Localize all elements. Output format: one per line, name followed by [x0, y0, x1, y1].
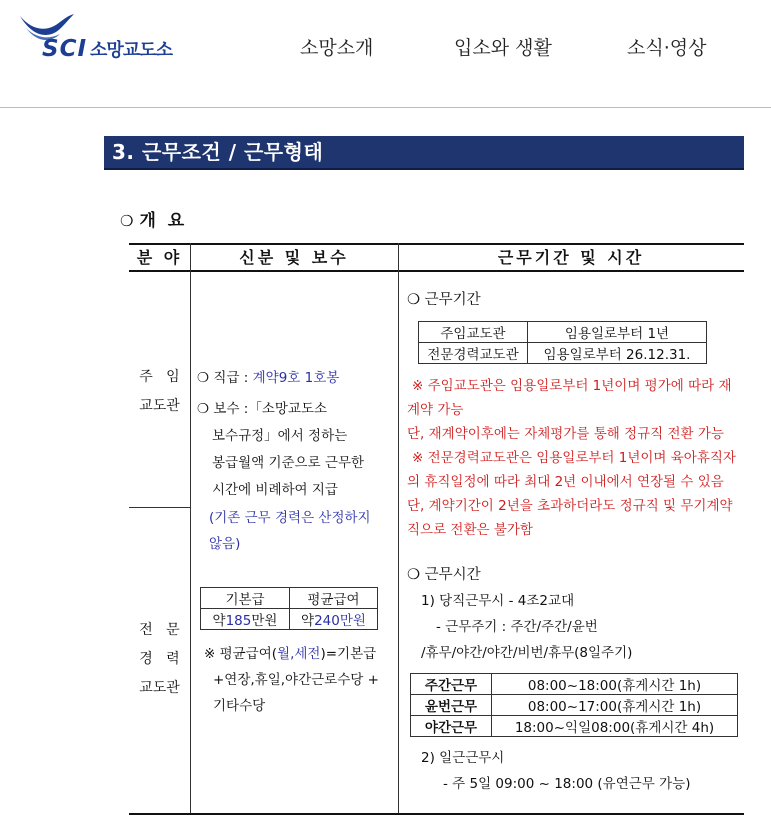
hours-title: 근무시간: [424, 567, 481, 583]
period-heading: [407, 291, 481, 309]
header-field: 분 야: [136, 248, 183, 267]
day-shift-label: 2) 일근근무시: [421, 750, 505, 766]
period-note-5: 의 휴직일정에 따라 최대 2년 이내에서 연장될 수 있음: [407, 474, 724, 490]
grade-value: 계약9호 1호봉: [252, 370, 340, 386]
bullet-icon: ❍: [120, 212, 134, 230]
cycle-line-1: - 근무주기 : 주간/주간/윤번: [436, 619, 598, 635]
overview-heading: [120, 206, 184, 231]
nav-item-life[interactable]: 입소와 생활: [454, 37, 552, 59]
shift-time-night: 18:00~익일08:00(휴게시간 4h): [492, 716, 738, 737]
pay-table: [200, 587, 378, 630]
hours-heading: [407, 566, 481, 584]
nav-item-news[interactable]: 소식·영상: [627, 37, 707, 59]
pay-line-4: 시간에 비례하여 지급: [212, 482, 338, 498]
table-header-rule: [129, 270, 744, 272]
grade-line: [197, 369, 339, 387]
header-divider: [0, 107, 771, 108]
logo-wordmark[interactable]: [42, 36, 172, 62]
category-jeonmun-line2: 경 력: [139, 651, 180, 667]
pay-table-header-avg: 평균급여: [290, 588, 378, 609]
category-jueim: [129, 363, 190, 421]
period-table-term-1: 임용일로부터 1년: [528, 322, 707, 343]
bullet-icon: ❍: [407, 567, 425, 583]
period-note-4: ※ 전문경력교도관은 임용일로부터 1년이며 육아휴직자: [412, 450, 736, 466]
period-table-term-2: 임용일로부터 26.12.31.: [528, 343, 707, 364]
category-divider: [129, 507, 190, 508]
avg-pay-note: [204, 641, 379, 719]
period-note-7: 직으로 전환은 불가함: [407, 522, 533, 538]
table-col-divider-1: [190, 243, 191, 813]
nav-item-about[interactable]: 소망소개: [300, 37, 374, 59]
career-note-line-1: (기존 근무 경력은 산정하지: [209, 510, 371, 526]
pay-description: [197, 396, 364, 504]
shift-label: 1) 당직근무시 - 4조2교대: [421, 593, 575, 609]
pay-table-header-base: 기본급: [201, 588, 290, 609]
table-col-divider-2: [398, 243, 399, 813]
section-title: 3. 근무조건 / 근무형태: [104, 136, 744, 170]
header-period-hours: 근무기간 및 시간: [497, 248, 645, 267]
period-notes: [407, 374, 736, 542]
overview-label: 개 요: [139, 211, 185, 231]
avg-note-line2: +연장,휴일,야간근로수당 +: [213, 672, 379, 688]
period-title: 근무기간: [424, 292, 481, 308]
pay-table-base-value: 약185만원: [201, 609, 290, 630]
bullet-icon: ❍: [197, 401, 214, 417]
avg-note-part3: )=기본급: [320, 646, 377, 662]
logo-mark-text: SCI: [42, 36, 88, 62]
pay-line-3: 봉급월액 기준으로 근무한: [212, 455, 365, 471]
table-top-rule: [129, 243, 744, 245]
logo-name: 소망교도소: [90, 40, 172, 61]
shift-name-day: 주간근무: [411, 674, 492, 695]
period-note-1: ※ 주임교도관은 임용일로부터 1년이며 평가에 따라 재: [412, 378, 732, 394]
shift-name-rotation: 윤번근무: [411, 695, 492, 716]
shift-table: [410, 673, 738, 737]
shift-time-rotation: 08:00~17:00(휴게시간 1h): [492, 695, 738, 716]
pay-line-1: 보수 :「소망교도소: [213, 401, 328, 417]
period-table-role-2: 전문경력교도관: [419, 343, 528, 364]
bullet-icon: ❍: [407, 292, 425, 308]
period-table: [418, 321, 707, 364]
category-jeonmun-line1: 전 문: [139, 622, 180, 638]
day-shift-detail: - 주 5일 09:00 ~ 18:00 (유연근무 가능): [443, 776, 691, 792]
table-bottom-rule: [129, 813, 744, 815]
period-note-6: 단, 계약기간이 2년을 초과하더라도 정규직 및 무기계약: [407, 498, 733, 514]
period-table-role-1: 주임교도관: [419, 322, 528, 343]
career-note: [209, 505, 371, 557]
period-note-3: 단, 재계약이후에는 자체평가를 통해 정규직 전환 가능: [407, 426, 724, 442]
avg-note-part1: ※ 평균급여(: [204, 646, 278, 662]
pay-line-2: 보수규정」에서 정하는: [212, 428, 348, 444]
cycle-line-2: /휴무/야간/야간/비번/휴무(8일주기): [421, 645, 633, 661]
category-jeonmun: [129, 616, 190, 703]
grade-label: 직급 :: [213, 370, 253, 386]
category-jeonmun-line3: 교도관: [139, 680, 180, 696]
bullet-icon: ❍: [197, 370, 214, 386]
avg-note-line3: 기타수당: [213, 698, 266, 714]
shift-time-day: 08:00~18:00(휴게시간 1h): [492, 674, 738, 695]
avg-note-part2: 월,세전: [277, 646, 321, 662]
header-status-pay: 신분 및 보수: [239, 248, 349, 267]
period-note-2: 계약 가능: [407, 402, 464, 418]
pay-table-avg-value: 약240만원: [290, 609, 378, 630]
category-jueim-line1: 주 임: [139, 369, 180, 385]
category-jueim-line2: 교도관: [139, 398, 180, 414]
shift-name-night: 야간근무: [411, 716, 492, 737]
career-note-line-2: 않음): [209, 536, 241, 552]
